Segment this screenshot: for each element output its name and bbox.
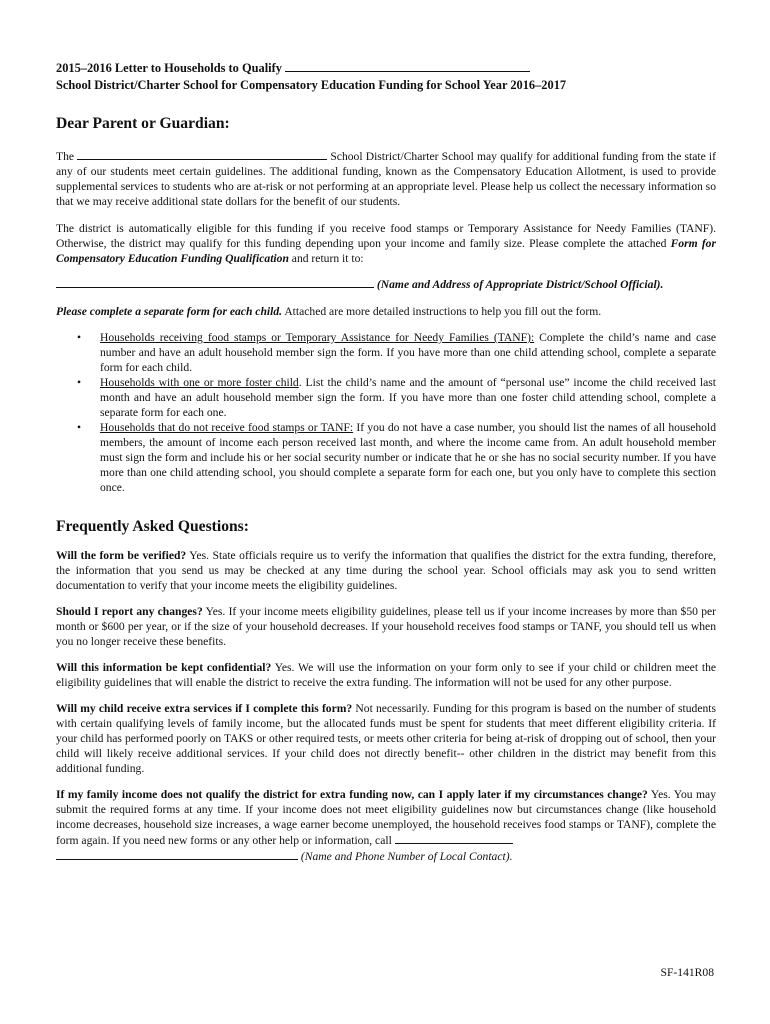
bullet-foster: • Households with one or more foster child. List the child’s name and the amount of “personal use” income the child received last month and have an adult household member sign the form. If you have more than one foster child attending school, complete a separate form for each one.: [77, 376, 716, 419]
bullet-icon: •: [77, 376, 82, 389]
bullet-tanf: • Households receiving food stamps or Temporary Assistance for Needy Families (TANF): Complete the child’s name and case number and have an adult household member sign the form. If you have more than one child attending school, complete a separate form for each child.: [77, 331, 717, 374]
phone-blank[interactable]: [395, 832, 513, 844]
faq-item: Will my child receive extra services if I complete this form? Not necessarily. Funding for this program is based on the number of students with certain qualifying levels of family income, but the allocated funds must be spent for students that meet different eligibility criteria. If your child has performed poorly on TAKS or other required tests, or meets other criteria for being at-risk of dropping out of school, then your child will likely receive additional services. If your child does not directly benefit-- other children in the district may benefit from this additional funding.: [56, 702, 716, 775]
faq-item: Should I report any changes? Yes. If your income meets eligibility guidelines, please tell us if your income increases by more than $50 per month or $600 per year, or if the size of your household decreases. If your household receives food stamps or TANF, you should tell us when you no longer receive these benefits.: [56, 605, 716, 648]
official-address-blank[interactable]: [56, 276, 374, 288]
contact-label: (Name and Phone Number of Local Contact).: [300, 850, 513, 863]
faq-item: Will the form be verified? Yes. State officials require us to verify the information that qualifies the district for the extra funding, therefore, the information that you send us may be checked at any time during the school year. School officials may ask you to send written documentation to verify that your income meets the eligibility guidelines.: [56, 549, 716, 592]
bullet-icon: •: [77, 331, 82, 344]
eligibility-paragraph: The district is automatically eligible for this funding if you receive food stamps or Temporary Assistance for Needy Families (TANF). Otherwise, the district may qualify for this funding depending upon your income and family size. Please complete the attached Form for Compensatory Education Funding Qualification and return it to:: [56, 222, 716, 265]
greeting: Dear Parent or Guardian:: [56, 115, 230, 132]
letter-page: [56, 60, 716, 864]
form-name: Form for Compensatory Education Funding Qualification: [56, 237, 716, 265]
faq-item: If my family income does not qualify the district for extra funding now, can I apply later if my circumstances change? Yes. You may submit the required forms at any time. If your income does not meet eligibility guidelines now but circumstances change (like household income decreases, household size increases, a wage earner become unemployed, the household receives food stamps or TANF), complete the form again. If you need new forms or any other help or information, call: [56, 788, 716, 847]
return-address-line: [56, 276, 716, 292]
district-name-blank[interactable]: [285, 60, 530, 72]
local-contact-blank[interactable]: [56, 848, 298, 860]
header-line-1: [56, 60, 716, 77]
bullet-icon: •: [77, 421, 82, 434]
faq-item: Will this information be kept confidential? Yes. We will use the information on your form only to see if your child or children meet the eligibility guidelines that will enable the district to receive the extra funding. The information will not be used for any other purpose.: [56, 661, 717, 689]
header-title: 2015–2016 Letter to Households to Qualify: [56, 61, 282, 75]
school-district-blank[interactable]: [77, 148, 327, 160]
intro-paragraph: The School District/Charter School may qualify for additional funding from the state if any of our students meet certain guidelines. The additional funding, known as the Compensatory Education Allotment, is used to provide supplemental services to students who are at-risk or not performing at an appropriate level. Please help us collect the necessary information so that we may receive additional state dollars for the benefit of our students.: [56, 150, 716, 208]
bullet-no-food-stamps: • Households that do not receive food stamps or TANF: If you do not have a case number, you should list the names of all household members, the amount of income each person received last month, and where the income came from. An adult household member must sign the form and include his or her social security number or indicate that he or she has no social security number. If you have more than one child attending school, you should complete a separate form for each one, but you only have to complete this section once.: [77, 421, 716, 494]
return-address-label: (Name and Address of Appropriate District/School Official).: [376, 278, 664, 291]
header-line-2: School District/Charter School for Compensatory Education Funding for School Year 2016–2017: [56, 78, 567, 92]
instructions-line: Please complete a separate form for each child. Attached are more detailed instructions to help you fill out the form.: [56, 305, 602, 318]
faq-heading: Frequently Asked Questions:: [56, 518, 249, 535]
household-bullets: [56, 330, 716, 495]
contact-line: [56, 848, 716, 864]
form-code: SF-141R08: [660, 966, 714, 979]
